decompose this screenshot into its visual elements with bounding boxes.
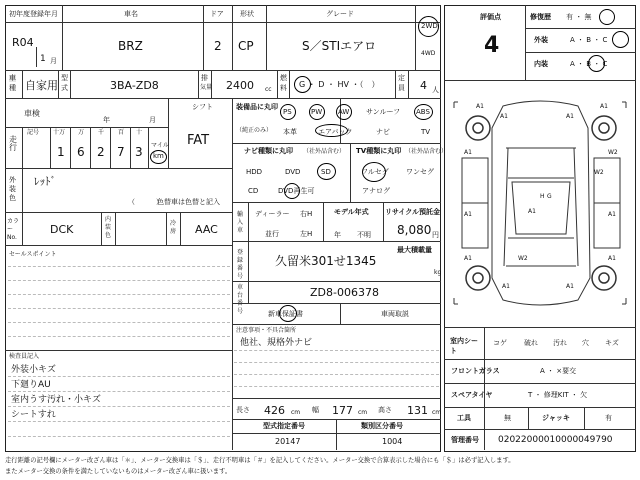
car-damage-diagram: [448, 88, 634, 320]
navi-hdd: HDD: [246, 168, 263, 176]
int-grade-label: 内装: [534, 60, 548, 68]
tv-oneseg: ワンセグ: [406, 168, 434, 176]
equip-pw: PW: [311, 108, 323, 116]
model-value: 3BA-ZD8: [110, 79, 159, 92]
tv-title: TV種類に丸印: [356, 147, 402, 155]
height-unit: cm: [432, 409, 442, 416]
front-glass-label: フロントガラス: [451, 367, 500, 375]
tools-value: 無: [504, 414, 511, 422]
capacity-label-2: 員: [398, 84, 405, 92]
registration-label: 登録番号: [237, 249, 244, 280]
mile-label: マイル: [151, 142, 169, 149]
color-paren: （ ）: [128, 198, 163, 206]
diagram-label: A1: [476, 103, 484, 110]
ext-color-label: 外装色: [9, 176, 16, 202]
equip-abs: ABS: [416, 108, 430, 116]
inspector-line-4: シートすれ: [11, 410, 56, 420]
sheet-tear: 破れ: [524, 339, 538, 347]
sheet-scratch: キズ: [605, 339, 619, 347]
type-no-value: 20147: [275, 437, 301, 446]
diagram-label: A1: [608, 255, 616, 262]
navi-note: （社外品含む）: [303, 148, 346, 155]
first-reg-year: R04: [12, 36, 34, 49]
odo-digit-5: 3: [135, 145, 143, 159]
navi-dvd: DVD: [285, 168, 301, 176]
capacity-value: 4: [420, 79, 427, 92]
displacement-value: 2400: [226, 79, 254, 92]
diagram-label: G: [547, 193, 552, 200]
inspector-label: 検査員記入: [9, 353, 40, 360]
sheet-hole: 穴: [582, 339, 589, 347]
odometer-label: 走行: [9, 135, 17, 152]
diagram-label: A1: [464, 211, 472, 218]
management-value: 02022000010000049790: [498, 435, 613, 445]
diagram-label: W2: [518, 255, 528, 262]
navi-title: ナビ種類に丸印: [244, 147, 293, 155]
ext-grade-label: 外装: [534, 36, 548, 44]
shape-label: 形状: [240, 10, 254, 18]
max-load-label: 最大積載量: [397, 246, 432, 254]
repair-label: 修復歴: [530, 13, 551, 21]
recycle-yen: 円: [432, 231, 439, 239]
shape-value: CP: [238, 39, 254, 53]
fuel-label-1: 燃: [280, 74, 287, 82]
shift-value: FAT: [187, 133, 210, 148]
jack-value: 有: [605, 414, 612, 422]
capacity-unit: 人: [432, 86, 439, 94]
diagram-label: A1: [608, 211, 616, 218]
equip-sunroof: サンルーフ: [366, 108, 401, 116]
grade-value: S／STIエアロ: [302, 39, 377, 53]
sheet-stain: 汚れ: [553, 339, 567, 347]
footer-line-2: またメーター交換の条件を満たしていないものはメーター改ざん車に扱います。: [5, 468, 232, 475]
color-note: 色替車は色替と記入: [157, 198, 220, 206]
ext-grade-circle: [612, 31, 629, 48]
first-reg-month: 1: [40, 54, 46, 64]
odo-digit-1: 1: [57, 145, 65, 159]
diagram-label: A1: [464, 255, 472, 262]
equip-tv: TV: [421, 128, 431, 136]
tools-label: 工具: [457, 414, 471, 422]
usage-label-2: 種: [9, 84, 16, 92]
diagram-label: W2: [608, 149, 618, 156]
import-label: 輸入車: [237, 211, 244, 234]
sales-point-label: セールスポイント: [9, 251, 57, 258]
int-grade-circle: [588, 55, 605, 72]
equip-navi: ナビ: [376, 128, 390, 136]
odo-digit-3: 2: [97, 145, 105, 159]
displacement-label-1: 排: [201, 74, 208, 82]
odo-col4: 千: [98, 129, 105, 136]
repair-circle: [599, 9, 615, 25]
chassis-label: 車台番号: [237, 284, 244, 315]
equipment-title: 装備品に丸印: [236, 103, 278, 111]
diagram-label: A1: [500, 113, 508, 120]
registration-value: 久留米301せ1345: [275, 254, 377, 268]
fuel-label-2: 料: [280, 84, 287, 92]
height-label: 高さ: [378, 406, 392, 414]
first-reg-label: 初年度登録年月: [9, 10, 58, 18]
color-no-value: DCK: [50, 223, 74, 236]
diagram-label: A1: [528, 208, 536, 215]
inspector-line-2: 下廻りAU: [11, 380, 51, 390]
import-right: 右H: [300, 210, 313, 218]
inspector-line-1: 外装小キズ: [11, 365, 56, 375]
ext-color-value: ﾚｯﾄﾞ: [34, 175, 56, 188]
interior-color-label: 内装色: [105, 216, 112, 239]
model-year-unknown: 不明: [357, 231, 371, 239]
usage-value: 自家用: [25, 79, 58, 92]
inspector-line-3: 室内うす汚れ・小キズ: [11, 395, 101, 405]
equipment-note: （純正のみ）: [236, 127, 273, 134]
diagram-label: A1: [464, 149, 472, 156]
airbag-circle: [315, 124, 348, 137]
grade-label: グレード: [326, 10, 354, 18]
max-load-kg: kg: [434, 269, 442, 276]
height-value: 131: [407, 404, 428, 417]
equip-airbag: エアバック: [318, 128, 353, 136]
odo-col3: 万: [78, 129, 85, 136]
spare-tire-value: T ・ 修理KIT ・ 欠: [528, 391, 588, 399]
ext-grade-options: A ・ B ・ C: [570, 36, 608, 44]
inspection-month: 月: [149, 116, 156, 124]
tv-fullseg: フルセグ: [361, 168, 389, 176]
import-parallel: 並行: [265, 230, 279, 238]
chassis-value: ZD8-006378: [310, 286, 379, 299]
class-no-value: 1004: [382, 437, 403, 446]
odo-digit-2: 6: [77, 145, 85, 159]
equip-ps: PS: [283, 108, 292, 116]
width-value: 177: [332, 404, 353, 417]
int-grade-options: A ・ B ・ C: [570, 60, 608, 68]
warranty-label: 新車保証書: [268, 310, 303, 318]
inspection-label: 車検: [24, 109, 40, 118]
tv-analog: アナログ: [362, 187, 390, 195]
diagram-label: H: [540, 193, 545, 200]
width-unit: cm: [358, 409, 368, 416]
model-year-label: モデル年式: [334, 208, 369, 216]
model-label-2: 式: [61, 84, 68, 92]
interior-sheet-label: 室内シート: [450, 337, 478, 355]
diagram-label: A1: [566, 113, 574, 120]
diagram-label: A1: [566, 283, 574, 290]
color-no-label: カラーNo.: [7, 218, 20, 241]
diagram-label: A1: [600, 103, 608, 110]
odo-col1: 記号: [27, 129, 40, 136]
caution-label: 注意事項・不具合箇所: [236, 327, 297, 334]
length-value: 426: [264, 404, 285, 417]
odo-col6: 十: [136, 129, 143, 136]
usage-label-1: 車: [9, 74, 16, 82]
month-unit: 月: [50, 57, 57, 65]
repair-options: 有 ・ 無: [566, 13, 592, 21]
diagram-label: A1: [502, 283, 510, 290]
diagram-label: W2: [594, 169, 604, 176]
navi-cd: CD: [248, 187, 259, 195]
doors-value: 2: [214, 39, 222, 53]
width-label: 幅: [312, 406, 319, 414]
jack-label: ジャッキ: [542, 414, 570, 422]
name-label: 車名: [124, 10, 138, 18]
equip-leather: 本革: [283, 128, 297, 136]
odo-col2: 十万: [53, 129, 66, 136]
spare-tire-label: スペアタイヤ: [451, 391, 493, 399]
car-name: BRZ: [118, 39, 143, 53]
displacement-unit: cc: [265, 86, 272, 93]
displacement-label-2: 気量: [200, 84, 213, 91]
tv-note: （社外品含む）: [405, 148, 448, 155]
model-label-1: 型: [61, 74, 68, 82]
navi-sd: SD: [321, 168, 331, 176]
type-no-label: 型式指定番号: [263, 422, 305, 430]
length-unit: cm: [291, 409, 301, 416]
capacity-label-1: 定: [398, 74, 405, 82]
caution-value: 他社、規格外ナビ: [240, 338, 313, 348]
equip-aw: AW: [338, 108, 350, 116]
ac-value: AAC: [195, 223, 218, 236]
ac-label: 冷房: [170, 220, 177, 235]
length-label: 長さ: [236, 406, 250, 414]
drive-4wd: 4WD: [421, 50, 436, 57]
odo-digit-4: 7: [117, 145, 125, 159]
drive-2wd: 2WD: [421, 22, 438, 30]
shift-label: シフト: [192, 103, 213, 111]
fuel-options: G ・ D ・ HV ・（ ）: [299, 80, 380, 89]
sheet-burn: コゲ: [493, 339, 507, 347]
manual-label: 車両取説: [381, 310, 409, 318]
footer-line-1: 走行距離の記号欄にメーター改ざん車は「＊」、メーター交換車は「＄」、走行不明車は「＃」を記入してください。メーター交換で合算表示した場合にも「＄」は必ず記入します。: [5, 457, 515, 464]
recycle-value: 8,080: [397, 223, 432, 237]
inspection-year: 年: [103, 116, 110, 124]
import-left: 左H: [300, 230, 313, 238]
class-no-label: 類別区分番号: [361, 422, 403, 430]
management-label: 管理番号: [451, 436, 479, 444]
model-year-unit: 年: [334, 231, 341, 239]
score-value: 4: [484, 33, 500, 58]
odo-col5: 百: [118, 129, 125, 136]
km-label: km: [153, 152, 164, 160]
score-label: 評価点: [480, 13, 501, 21]
doors-label: ドア: [210, 10, 224, 18]
import-dealer: ディーラー: [255, 210, 290, 218]
recycle-label: リサイクル預託金: [385, 208, 441, 216]
front-glass-value: A ・ ×要交: [540, 367, 577, 375]
navi-dvd-play: DVD再生可: [278, 187, 315, 195]
